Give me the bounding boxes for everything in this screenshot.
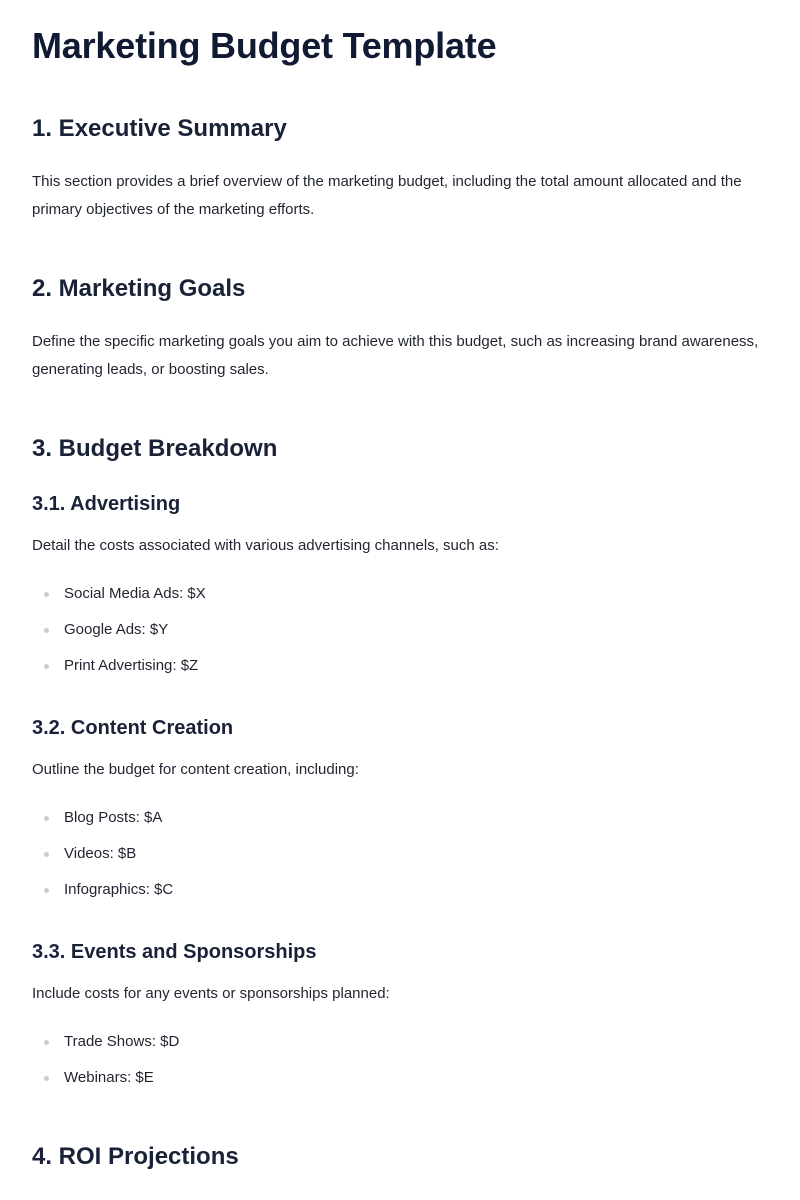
bullet-icon (44, 664, 49, 669)
list-item (32, 584, 206, 620)
bullet-icon (44, 888, 49, 893)
roi-projections-heading: 4. ROI Projections (32, 1143, 239, 1170)
list-item-text: Print Advertising: $Z (64, 657, 199, 674)
list-item (32, 844, 173, 880)
content-creation-list (32, 808, 173, 916)
list-item (32, 620, 206, 656)
events-heading: 3.3. Events and Sponsorships (32, 941, 317, 963)
advertising-list (32, 584, 206, 692)
list-item-text: Trade Shows: $D (64, 1033, 180, 1050)
list-item-text: Google Ads: $Y (64, 621, 169, 638)
bullet-icon (44, 1040, 49, 1045)
list-item-text: Blog Posts: $A (64, 809, 163, 826)
document-title: Marketing Budget Template (32, 25, 497, 66)
advertising-intro: Detail the costs associated with various advertising channels, such as: (32, 537, 499, 554)
list-item (32, 1068, 179, 1104)
list-item-text: Social Media Ads: $X (64, 585, 206, 602)
list-item-text: Infographics: $C (64, 881, 174, 898)
executive-summary-heading: 1. Executive Summary (32, 115, 287, 142)
advertising-heading: 3.1. Advertising (32, 493, 181, 515)
content-creation-intro: Outline the budget for content creation, including: (32, 761, 359, 778)
content-creation-heading: 3.2. Content Creation (32, 717, 234, 739)
bullet-icon (44, 852, 49, 857)
executive-summary-text: This section provides a brief overview of the marketing budget, including the total amount allocated and the primary objectives of the marketing efforts. (32, 173, 742, 218)
budget-breakdown-heading: 3. Budget Breakdown (32, 435, 278, 462)
bullet-icon (44, 592, 49, 597)
bullet-icon (44, 816, 49, 821)
events-list (32, 1032, 179, 1104)
marketing-goals-text: Define the specific marketing goals you aim to achieve with this budget, such as increasing brand awareness, generating leads, or boosting sales. (32, 333, 759, 378)
marketing-goals-heading: 2. Marketing Goals (32, 275, 246, 302)
list-item-text: Webinars: $E (64, 1069, 154, 1086)
list-item (32, 1032, 179, 1068)
bullet-icon (44, 1076, 49, 1081)
list-item (32, 808, 173, 844)
list-item (32, 656, 206, 692)
list-item-text: Videos: $B (64, 845, 137, 862)
events-intro: Include costs for any events or sponsorships planned: (32, 985, 390, 1002)
bullet-icon (44, 628, 49, 633)
list-item (32, 880, 173, 916)
